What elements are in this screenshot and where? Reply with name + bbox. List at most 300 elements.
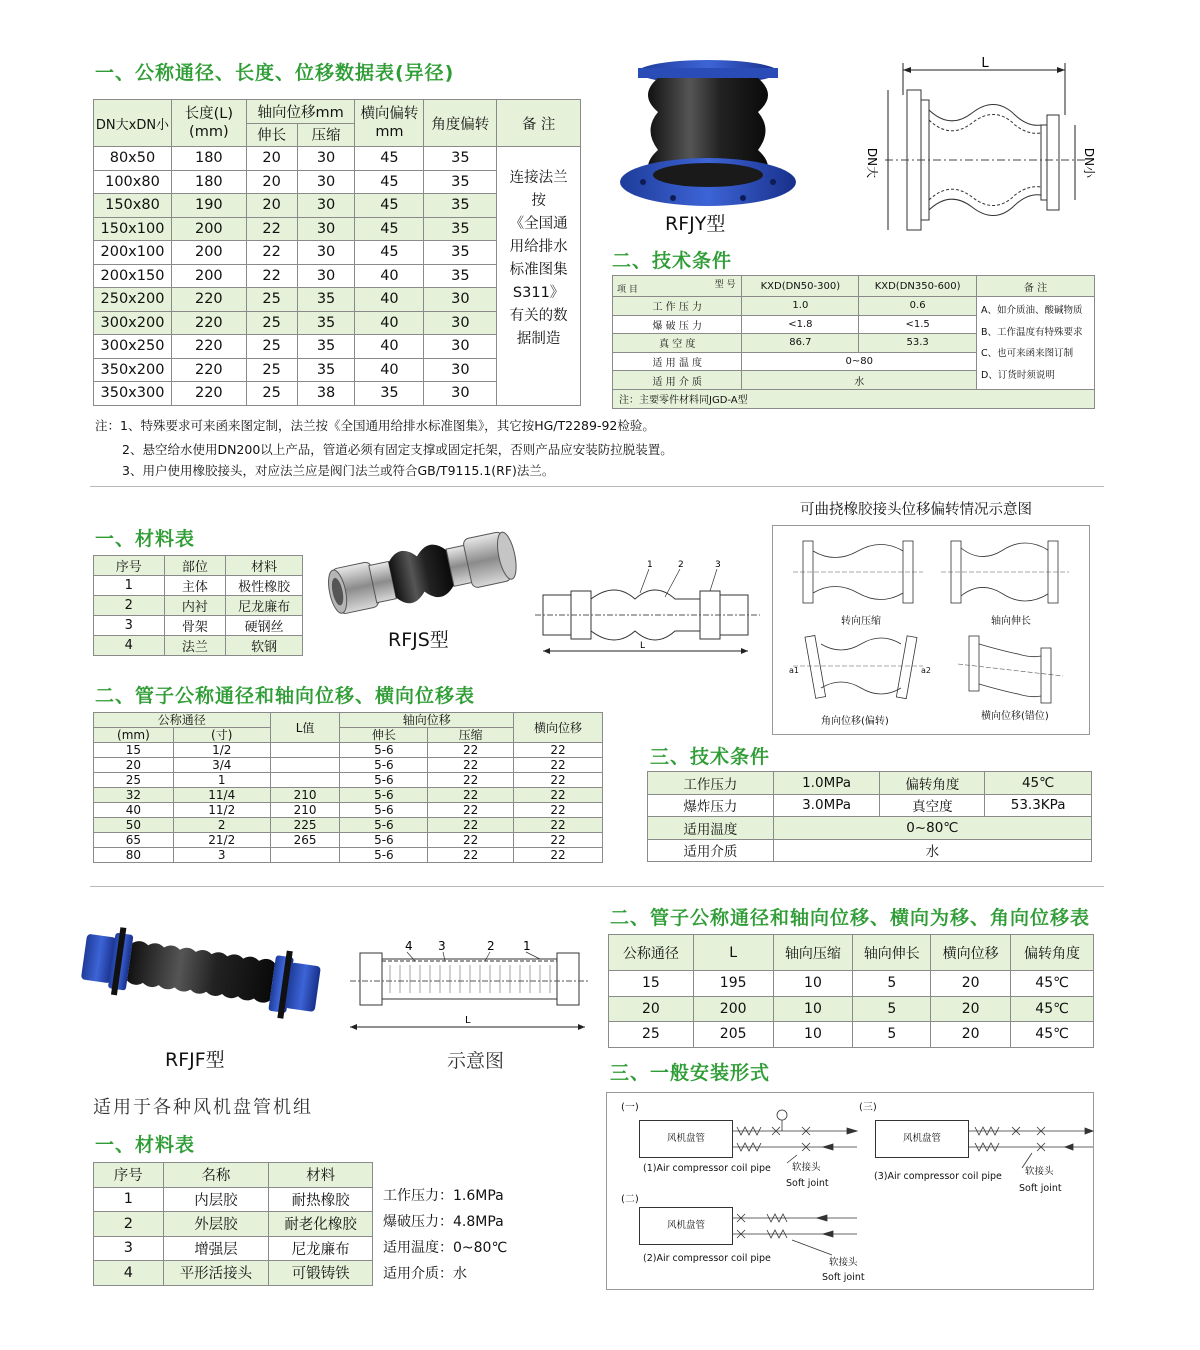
tech-value: <1.5	[859, 315, 977, 334]
tech2-value: 3.0MPa	[773, 794, 880, 817]
corner-top: 型 号	[714, 280, 736, 290]
table-cell: 25	[609, 1022, 694, 1048]
callout-3: 3	[715, 560, 721, 570]
table-cell: 25	[94, 773, 174, 788]
rfjy-label: RFJY型	[665, 213, 726, 235]
table-cell: 20	[246, 147, 297, 171]
table-cell: 22	[428, 833, 514, 848]
s2-tech-table	[647, 771, 1092, 862]
soft-joint-cn-3: 软接头	[1025, 1166, 1054, 1177]
s3-install-title: 三、一般安装形式	[610, 1062, 771, 1084]
table-cell: 22	[246, 264, 297, 288]
table-cell: 30	[424, 335, 497, 359]
install-num-1: (一)	[621, 1102, 639, 1113]
table-cell: 10	[773, 996, 853, 1022]
tech-label: 爆 破 压 力	[613, 315, 742, 334]
callout-4: 4	[405, 939, 413, 953]
tech-label: 工 作 压 力	[613, 297, 742, 316]
diagram-a1: a1	[789, 666, 799, 675]
table-cell: 可锻铸铁	[269, 1261, 373, 1286]
table-cell: 30	[424, 358, 497, 382]
table-cell	[270, 758, 340, 773]
table-cell: 20	[931, 996, 1011, 1022]
rfjf-schematic	[345, 935, 595, 1035]
s1-table	[93, 99, 581, 406]
rfjs-schematic	[535, 555, 760, 665]
tech2-label: 爆炸压力	[648, 794, 774, 817]
diagram-a2: a2	[921, 666, 931, 675]
tech2-value: 1.0MPa	[773, 772, 880, 795]
displacement-diagram	[772, 525, 1090, 735]
table-cell: 40	[355, 358, 424, 382]
table-cell: 200	[693, 996, 773, 1022]
table-cell: 210	[270, 803, 340, 818]
table-row	[94, 848, 603, 863]
table-cell: 65	[94, 833, 174, 848]
col-lateral: 横向位移	[514, 713, 603, 743]
table-cell: 极性橡胶	[226, 576, 303, 596]
table-cell: 内衬	[164, 596, 226, 616]
table-cell: 195	[693, 971, 773, 997]
table-cell: 4	[94, 636, 165, 656]
table-cell: 1	[173, 773, 270, 788]
table-header: 横向位移	[931, 935, 1011, 971]
table-cell: 22	[514, 803, 603, 818]
table-cell: 5-6	[340, 848, 428, 863]
table-cell: 1	[94, 1187, 164, 1212]
table-header: 偏转角度	[1011, 935, 1094, 971]
table-cell: 180	[171, 170, 246, 194]
divider-2	[90, 886, 1104, 887]
table-header: 材料	[226, 556, 303, 576]
table-header: 轴向压缩	[773, 935, 853, 971]
tech-remarks	[977, 297, 1095, 390]
table-cell: 200	[171, 217, 246, 241]
table-cell: 225	[270, 818, 340, 833]
table-cell: 45	[355, 241, 424, 265]
remark-a: A、如介质油、酸碱物质	[981, 305, 1083, 316]
table-cell: 25	[246, 358, 297, 382]
table-header: 序号	[94, 556, 165, 576]
table-cell: 40	[355, 264, 424, 288]
table-cell: 20	[94, 758, 174, 773]
table-cell: 220	[171, 382, 246, 406]
table-cell: 45	[355, 170, 424, 194]
table-cell: 5-6	[340, 788, 428, 803]
table-cell: 32	[94, 788, 174, 803]
table-cell: 15	[609, 971, 694, 997]
tech-label: 真 空 度	[613, 334, 742, 353]
table-cell: 220	[171, 311, 246, 335]
table-cell: 5-6	[340, 818, 428, 833]
tech-value: 水	[742, 371, 977, 390]
col-lateral-unit: mm	[375, 124, 404, 140]
diagram-label-extend: 轴向伸长	[991, 616, 1031, 627]
tech2-value: 水	[773, 839, 1091, 862]
install-caption-3: (3)Air compressor coil pipe	[874, 1171, 1002, 1182]
soft-joint-en-1: Soft joint	[786, 1178, 829, 1189]
table-cell: 22	[428, 743, 514, 758]
col-length-label: 长度(L)	[184, 106, 234, 122]
col-axial: 轴向位移mm	[246, 100, 355, 124]
table-cell: 30	[297, 217, 355, 241]
table-cell: 5-6	[340, 773, 428, 788]
tech2-label: 工作压力	[648, 772, 774, 795]
soft-joint-en-2: Soft joint	[822, 1272, 865, 1283]
table-cell: 22	[428, 788, 514, 803]
table-row	[94, 1187, 373, 1212]
table-row	[94, 1236, 373, 1261]
s2-mat-title: 一、材料表	[95, 528, 196, 550]
table-cell: 35	[297, 335, 355, 359]
table-cell: 45	[355, 194, 424, 218]
table-cell: 5-6	[340, 833, 428, 848]
table-cell: 30	[297, 264, 355, 288]
remark-line: 用给排水	[509, 239, 568, 255]
table-cell: 5	[853, 971, 931, 997]
spec-temperature: 适用温度：0~80℃	[383, 1240, 508, 1256]
tech-value: 0~80	[742, 352, 977, 371]
table-cell: 220	[171, 358, 246, 382]
table-cell: 22	[514, 743, 603, 758]
corner-bottom: 项 目	[617, 285, 638, 295]
table-cell: 300x250	[94, 335, 172, 359]
install-caption-1: (1)Air compressor coil pipe	[643, 1163, 771, 1174]
tech-value: 53.3	[859, 334, 977, 353]
install-diagram	[606, 1092, 1094, 1290]
table-cell: 30	[297, 241, 355, 265]
remark-line: 据制造	[516, 331, 561, 347]
spec-medium: 适用介质：水	[383, 1266, 467, 1282]
table-header: 名称	[163, 1163, 269, 1188]
col-extension: 伸长	[246, 123, 297, 147]
table-cell: 45	[355, 217, 424, 241]
diagram-label-angular: 角向位移(偏转)	[821, 716, 889, 727]
col-compression: 压缩	[297, 123, 355, 147]
table-cell: 5	[853, 996, 931, 1022]
table-cell: 35	[424, 170, 497, 194]
table-cell: 20	[246, 170, 297, 194]
table-cell: 205	[693, 1022, 773, 1048]
tech-label: 适 用 温 度	[613, 352, 742, 371]
table-row	[94, 803, 603, 818]
remark-line: S311》	[512, 285, 565, 301]
table-header-row	[94, 1163, 373, 1188]
table-cell: 3/4	[173, 758, 270, 773]
note-1: 注：1、特殊要求可来函来图定制，法兰按《全国通用给排水标准图集》，其它按HG/T2289-92检验。	[95, 418, 655, 433]
tech2-value: 53.3KPa	[985, 794, 1092, 817]
table-cell: 180	[171, 147, 246, 171]
col-mm: (mm)	[94, 728, 174, 743]
table-row	[94, 576, 303, 596]
table-cell: 22	[514, 758, 603, 773]
rfjy-dimension-drawing	[860, 55, 1105, 240]
table-cell: 25	[246, 311, 297, 335]
table-cell: 30	[424, 311, 497, 335]
table-row	[94, 758, 603, 773]
table-cell: 35	[424, 241, 497, 265]
remark-line: 按	[531, 193, 546, 209]
col-comp: 压缩	[428, 728, 514, 743]
table-cell: 11/4	[173, 788, 270, 803]
s3-mat-table	[93, 1162, 373, 1286]
table-cell: 190	[171, 194, 246, 218]
table-cell: 15	[94, 743, 174, 758]
table-cell: 35	[297, 358, 355, 382]
install-num-2: (二)	[621, 1194, 639, 1205]
table-cell: 4	[94, 1261, 164, 1286]
remark-b: B、工作温度有特殊要求	[981, 326, 1083, 338]
table-cell: 20	[609, 996, 694, 1022]
s2-mat-table	[93, 555, 303, 656]
callout-1: 1	[647, 560, 653, 570]
rfjs-label: RFJS型	[388, 629, 449, 651]
table-cell: 210	[270, 788, 340, 803]
table-cell: 35	[297, 288, 355, 312]
table-cell: 20	[931, 971, 1011, 997]
callout-2b: 2	[487, 939, 495, 953]
note-2: 2、悬空给水使用DN200以上产品，管道必须有固定支撑或固定托架，否则产品应安装防拉脱装置。	[122, 442, 673, 457]
table-cell: 220	[171, 288, 246, 312]
table-cell: 5-6	[340, 803, 428, 818]
table-cell: 350x200	[94, 358, 172, 382]
table-cell: 22	[514, 833, 603, 848]
s3-mat-title: 一、材料表	[95, 1134, 196, 1156]
diagram-label-compress: 转向压缩	[841, 616, 881, 627]
table-cell: 35	[355, 382, 424, 406]
table-row	[94, 773, 603, 788]
rfjf-subtitle: 适用于各种风机盘管机组	[93, 1097, 313, 1118]
table-cell: 耐热橡胶	[269, 1187, 373, 1212]
table-cell: 1/2	[173, 743, 270, 758]
tech-value: 0.6	[859, 297, 977, 316]
tech-col3: 备 注	[977, 276, 1095, 297]
table-cell: 150x100	[94, 217, 172, 241]
rfjy-product-image	[603, 50, 808, 210]
table-header-row	[94, 556, 303, 576]
table-cell: 2	[94, 1212, 164, 1237]
table-cell: 22	[514, 773, 603, 788]
table-cell: 80x50	[94, 147, 172, 171]
table-cell: 30	[424, 288, 497, 312]
tech-footer: 注：主要零件材料同JGD-A型	[613, 390, 1095, 409]
table-cell: 22	[428, 818, 514, 833]
table-header: 部位	[164, 556, 226, 576]
table-cell: 2	[173, 818, 270, 833]
table-row	[94, 818, 603, 833]
table-header: 材料	[269, 1163, 373, 1188]
table-cell: 22	[246, 241, 297, 265]
table-row	[94, 833, 603, 848]
remark-cell	[497, 147, 581, 406]
corner-cell	[613, 276, 742, 297]
table-cell: 22	[514, 788, 603, 803]
tech2-label: 适用温度	[648, 817, 774, 840]
table-cell: 22	[428, 773, 514, 788]
table-cell	[270, 848, 340, 863]
s1-title: 一、公称通径、长度、位移数据表(异径)	[95, 62, 455, 84]
diagram-title: 可曲挠橡胶接头位移偏转情况示意图	[800, 502, 1032, 518]
table-cell: 尼龙廉布	[226, 596, 303, 616]
table-cell: 10	[773, 971, 853, 997]
tech2-label: 偏转角度	[880, 772, 985, 795]
table-cell	[270, 743, 340, 758]
table-cell: 45	[355, 147, 424, 171]
table-header: 轴向伸长	[853, 935, 931, 971]
table-row	[94, 743, 603, 758]
table-cell: 300x200	[94, 311, 172, 335]
table-cell: 100x80	[94, 170, 172, 194]
table-cell: 38	[297, 382, 355, 406]
table-row	[609, 971, 1094, 997]
dim-dn-small: DN小	[1082, 147, 1096, 179]
table-cell: 2	[94, 596, 165, 616]
remark-line: 有关的数	[509, 308, 568, 324]
divider-1	[90, 486, 1104, 487]
table-cell: 20	[931, 1022, 1011, 1048]
soft-joint-en-3: Soft joint	[1019, 1183, 1062, 1194]
table-cell: 350x300	[94, 382, 172, 406]
rfjs-dim-L: L	[640, 641, 646, 651]
table-cell	[270, 773, 340, 788]
table-row	[94, 1212, 373, 1237]
table-cell: 80	[94, 848, 174, 863]
col-L: L值	[270, 713, 340, 743]
install-caption-2: (2)Air compressor coil pipe	[643, 1253, 771, 1264]
table-cell: 30	[297, 147, 355, 171]
callout-3b: 3	[438, 939, 446, 953]
tech2-value: 0~80℃	[773, 817, 1091, 840]
table-cell: 200x100	[94, 241, 172, 265]
col-lateral-label: 横向偏转	[360, 106, 419, 122]
table-cell: 3	[94, 1236, 164, 1261]
table-cell: 5-6	[340, 758, 428, 773]
table-cell: 35	[424, 217, 497, 241]
rfjf-dim-L: L	[465, 1015, 471, 1026]
table-cell: 3	[94, 616, 165, 636]
table-cell: 20	[246, 194, 297, 218]
remark-line: 标准图集	[509, 262, 568, 278]
callout-1b: 1	[523, 939, 531, 953]
table-cell: 增强层	[163, 1236, 269, 1261]
col-dn: DN大xDN小	[94, 100, 172, 147]
table-header-row	[609, 935, 1094, 971]
soft-joint-cn-2: 软接头	[829, 1257, 858, 1268]
table-cell: 25	[246, 382, 297, 406]
table-cell: 35	[424, 147, 497, 171]
table-row	[94, 1261, 373, 1286]
table-cell: 40	[355, 335, 424, 359]
table-cell: 30	[297, 170, 355, 194]
table-cell: 外层胶	[163, 1212, 269, 1237]
table-cell: 200	[171, 241, 246, 265]
note-3: 3、用户使用橡胶接头，对应法兰应是阀门法兰或符合GB/T9115.1(RF)法兰。	[122, 463, 555, 478]
tech2-value: 45℃	[985, 772, 1092, 795]
table-cell: 265	[270, 833, 340, 848]
table-row	[94, 788, 603, 803]
table-cell: 22	[246, 217, 297, 241]
tech2-label: 真空度	[880, 794, 985, 817]
table-cell: 骨架	[164, 616, 226, 636]
table-cell: 软钢	[226, 636, 303, 656]
table-cell: 150x80	[94, 194, 172, 218]
table-cell: 22	[428, 803, 514, 818]
table-cell: 40	[355, 288, 424, 312]
table-cell: 200x150	[94, 264, 172, 288]
coil-box-1: 风机盘管	[639, 1120, 733, 1158]
diagram-label-lateral: 横向位移(错位)	[981, 711, 1049, 722]
table-cell: 25	[246, 335, 297, 359]
table-cell: 硬钢丝	[226, 616, 303, 636]
table-cell: 1	[94, 576, 165, 596]
rfjf-product-image	[75, 925, 330, 1020]
table-cell: 25	[246, 288, 297, 312]
table-cell: 30	[297, 194, 355, 218]
col-nominal: 公称通径	[94, 713, 271, 728]
table-cell: 22	[514, 848, 603, 863]
s1-tech-table	[612, 275, 1095, 409]
table-cell: 法兰	[164, 636, 226, 656]
tech2-label: 适用介质	[648, 839, 774, 862]
table-cell: 45℃	[1011, 996, 1094, 1022]
coil-box-3: 风机盘管	[875, 1120, 969, 1158]
col-lateral	[355, 100, 424, 147]
table-header: 序号	[94, 1163, 164, 1188]
table-cell: 45℃	[1011, 971, 1094, 997]
table-cell: 35	[424, 194, 497, 218]
tech-value: 1.0	[742, 297, 859, 316]
s2-pipe-table	[93, 712, 603, 863]
table-header: 公称通径	[609, 935, 694, 971]
table-cell: 10	[773, 1022, 853, 1048]
callout-2: 2	[678, 560, 684, 570]
tech-value: 86.7	[742, 334, 859, 353]
table-header: L	[693, 935, 773, 971]
soft-joint-cn-1: 软接头	[792, 1162, 821, 1173]
table-row	[609, 996, 1094, 1022]
remark-c: C、也可来函来图订制	[981, 348, 1074, 359]
col-inch: (寸)	[173, 728, 270, 743]
dim-dn-big: DN大	[865, 147, 879, 179]
table-cell: 尼龙廉布	[269, 1236, 373, 1261]
table-cell: 11/2	[173, 803, 270, 818]
rfjf-specs	[383, 1183, 507, 1287]
tech-col2: KXD(DN350-600)	[859, 276, 977, 297]
table-cell: 3	[173, 848, 270, 863]
rfjs-product-image	[325, 510, 525, 625]
tech-label: 适 用 介 质	[613, 371, 742, 390]
dim-L: L	[981, 56, 989, 71]
s2-tech-title: 三、技术条件	[650, 746, 771, 768]
col-angle: 角度偏转	[424, 100, 497, 147]
table-cell: 220	[171, 335, 246, 359]
table-cell: 主体	[164, 576, 226, 596]
table-cell: 22	[428, 848, 514, 863]
col-axial: 轴向位移	[340, 713, 514, 728]
rfjf-label: RFJF型	[165, 1049, 225, 1071]
tech-value: <1.8	[742, 315, 859, 334]
col-ext: 伸长	[340, 728, 428, 743]
table-cell: 35	[424, 264, 497, 288]
displacement-drawings	[773, 526, 1089, 734]
table-row	[94, 616, 303, 636]
table-cell: 22	[428, 758, 514, 773]
col-length	[171, 100, 246, 147]
table-cell: 平形活接头	[163, 1261, 269, 1286]
remark-line: 《全国通	[509, 216, 568, 232]
table-cell: 5-6	[340, 743, 428, 758]
table-cell: 40	[94, 803, 174, 818]
